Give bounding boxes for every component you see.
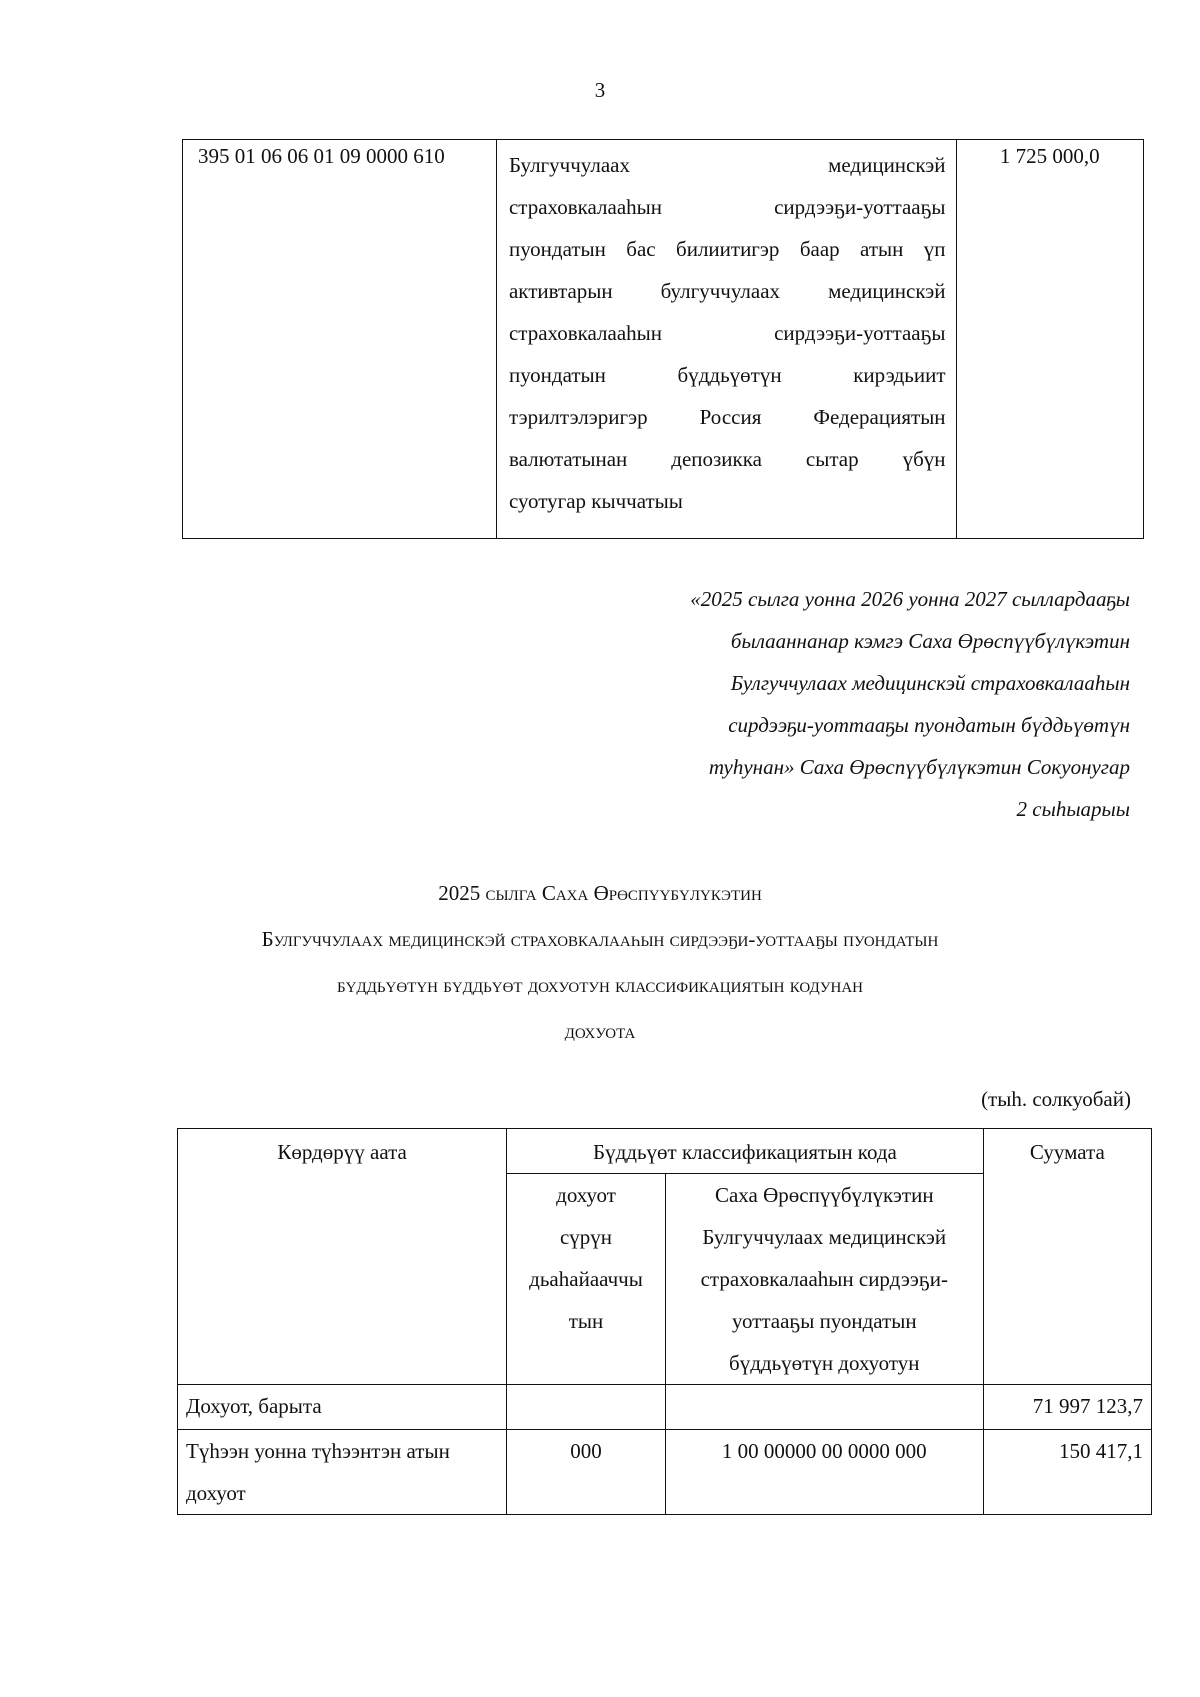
- title-line: бүддьүөтүн бүддьүөт дохуотун классификациятын кодунан: [336, 973, 864, 997]
- table-row: [178, 1430, 1152, 1515]
- caption-line: былааннанар кэмгэ Саха Өрөспүүбүлүкэтин: [730, 629, 1130, 653]
- row-name: Түһээн уонна түһээнтэн атын дохуот: [178, 1430, 507, 1515]
- caption-line: Булгуччулаах медицинскэй страховкалааһын: [730, 671, 1130, 695]
- description-line: Булгуччулаах медицинскэй: [508, 153, 946, 177]
- caption-line: сирдээҕи-уоттааҕы пуондатын бүддьүөтүн: [728, 713, 1130, 737]
- document-title: [150, 870, 1050, 1054]
- income-table: [177, 1128, 1152, 1515]
- header-classification-code: Бүддьүөт классификациятын кода: [507, 1129, 984, 1174]
- description-line: тэрилтэлэригэр Россия Федерациятын: [508, 405, 946, 429]
- row-admin-code: 000: [507, 1430, 666, 1515]
- row-income-code: 1 00 00000 00 0000 000: [665, 1430, 983, 1515]
- row-sum: 71 997 123,7: [983, 1385, 1151, 1430]
- description-line: валютатынан депозикка сытар үбүн: [508, 447, 946, 471]
- budget-code-cell: 395 01 06 06 01 09 0000 610: [183, 140, 497, 539]
- row-income-code: [665, 1385, 983, 1430]
- header-fund-income-code: Саха Өрөспүүбүлүкэтин Булгуччулаах медицинскэй страховкалааһын сирдээҕи- уоттааҕы пуондатын бүддьүөтүн дохуотун: [665, 1174, 983, 1385]
- description-line: страховкалааһын сирдээҕи-уоттааҕы: [508, 321, 946, 345]
- row-sum: 150 417,1: [983, 1430, 1151, 1515]
- description-line: страховкалааһын сирдээҕи-уоттааҕы: [508, 195, 946, 219]
- budget-source-table: [182, 139, 1144, 539]
- row-admin-code: [507, 1385, 666, 1430]
- description-cell: [496, 140, 956, 539]
- header-indicator-name: Көрдөрүү аата: [178, 1129, 507, 1385]
- title-line: Булгуччулаах медицинскэй страховкалааһын сирдээҕи-уоттааҕы пуондатын: [261, 927, 939, 951]
- amount-cell: 1 725 000,0: [956, 140, 1143, 539]
- description-line: активтарын булгуччулаах медицинскэй: [508, 279, 946, 303]
- description-line: пуондатын бас билиитигэр баар атын үп: [508, 237, 946, 261]
- caption-line: «2025 сылга уонна 2026 уонна 2027 сыллардааҕы: [690, 587, 1130, 611]
- table-header-row: [178, 1129, 1152, 1174]
- description-line: суотугар кыччатыы: [508, 489, 683, 513]
- caption-line: туһунан» Саха Өрөспүүбүлүкэтин Сокуонугар: [708, 755, 1130, 779]
- units-label: (тыһ. солкуобай): [981, 1087, 1131, 1111]
- description-line: пуондатын бүддьүөтүн кирэдьиит: [508, 363, 946, 387]
- page-number: 3: [594, 78, 606, 102]
- title-line: 2025 сылга Саха Өрөспүүбүлүкэтин: [438, 881, 762, 905]
- row-name: Дохуот, барыта: [178, 1385, 507, 1430]
- header-chief-administrator: дохуот сүрүн дьаһайааччы тын: [507, 1174, 666, 1385]
- appendix-caption: [690, 578, 1130, 830]
- title-line: дохуота: [564, 1019, 636, 1043]
- table-row: [183, 140, 1144, 539]
- table-row: [178, 1385, 1152, 1430]
- caption-line: 2 сыһыарыы: [1016, 797, 1130, 821]
- header-sum: Суумата: [983, 1129, 1151, 1385]
